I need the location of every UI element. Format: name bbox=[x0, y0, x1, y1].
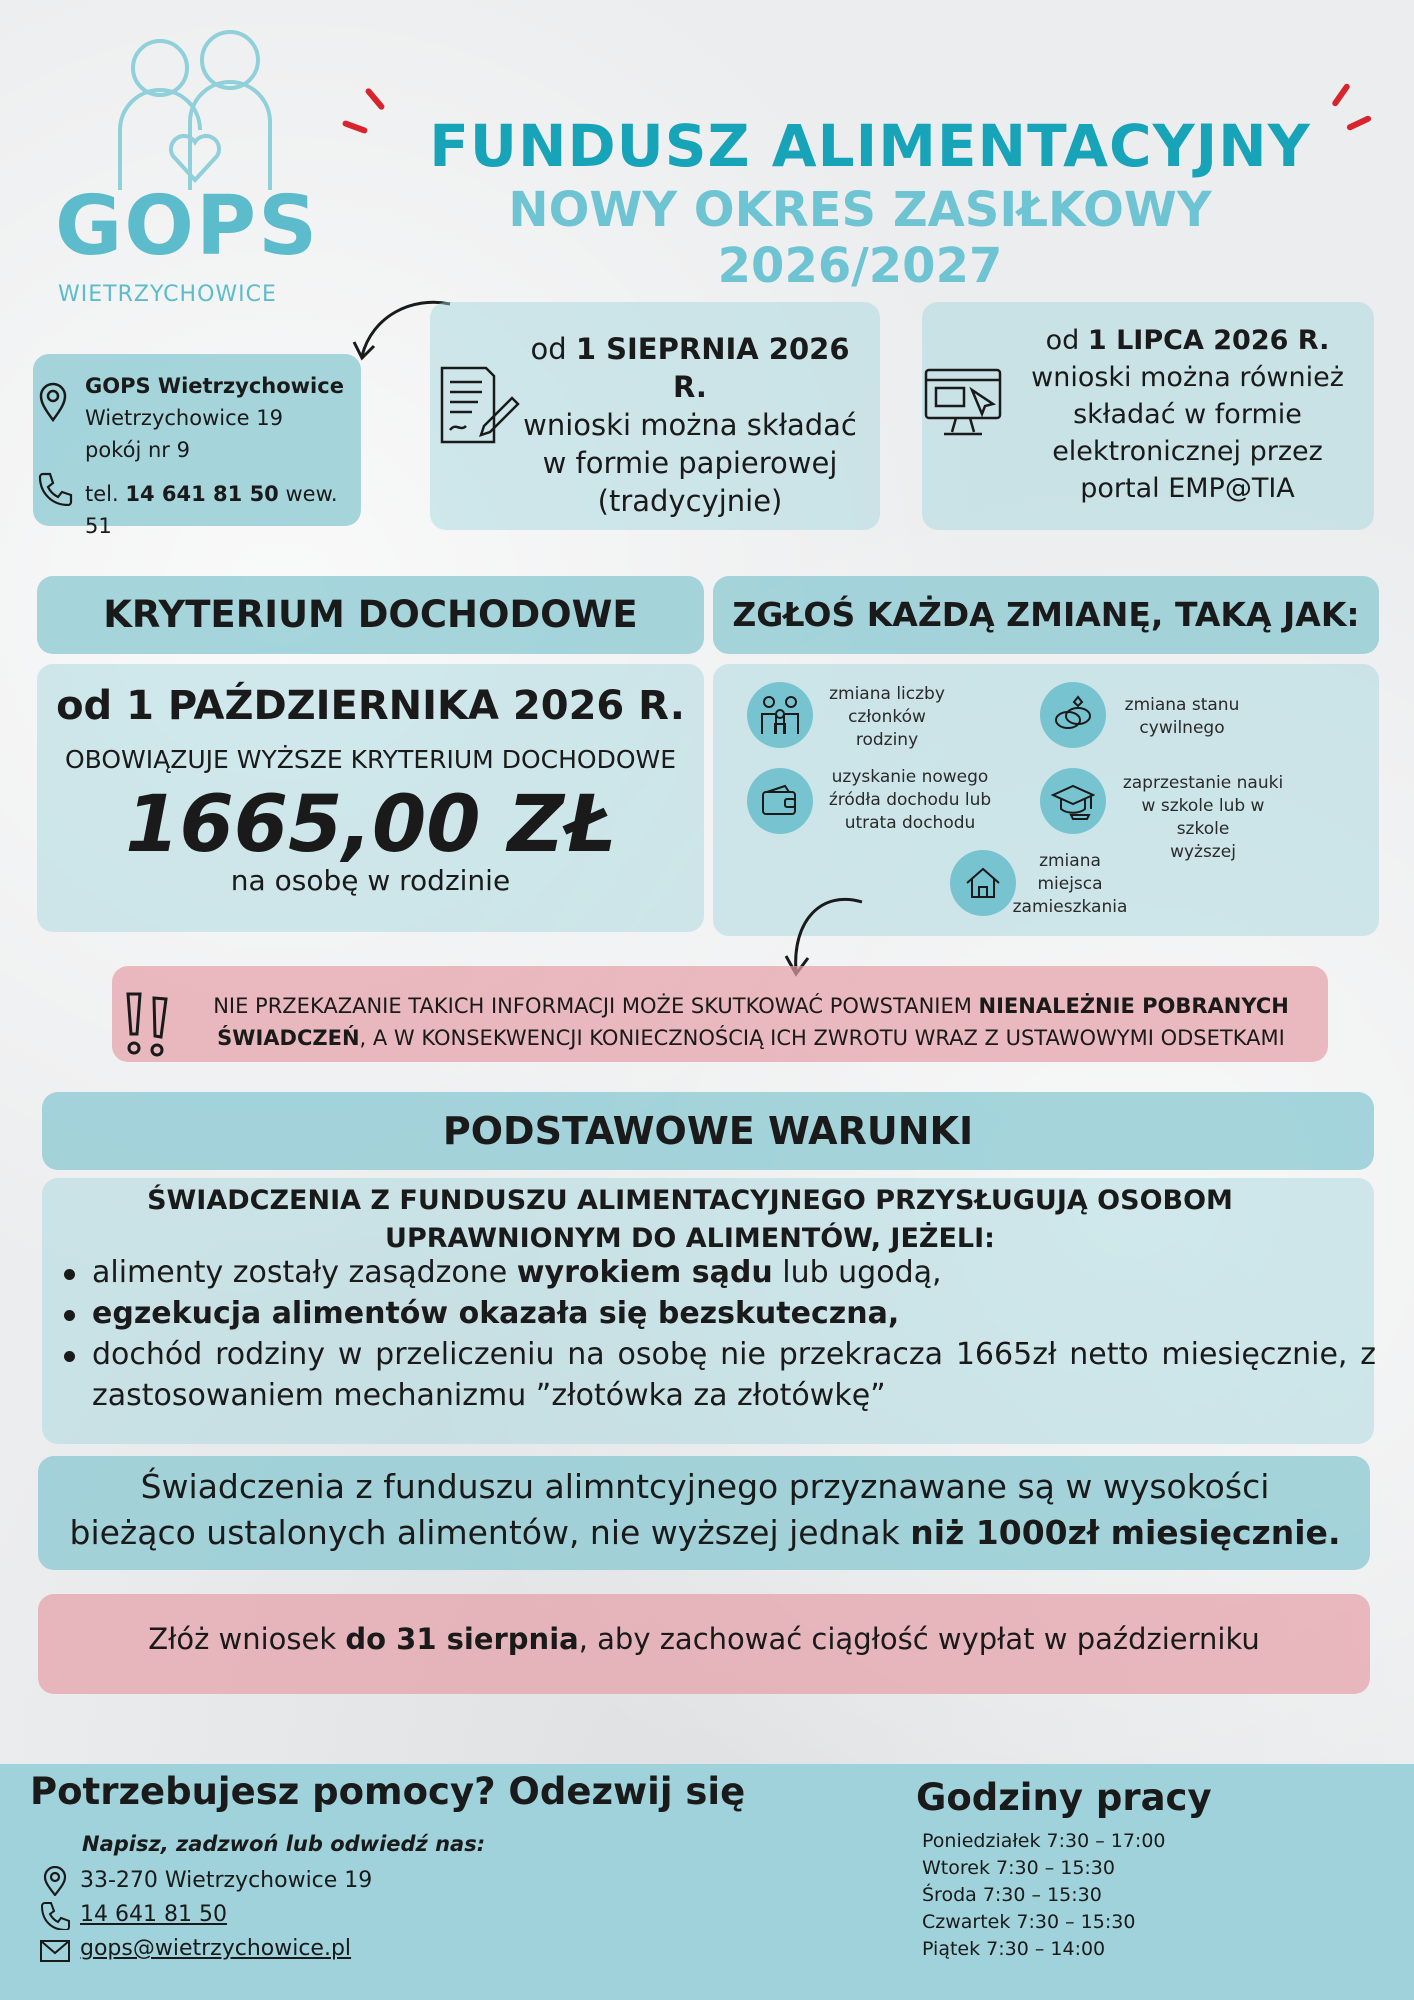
list-item-bold: egzekucja alimentów okazała się bezskuteczna, bbox=[92, 1296, 900, 1331]
contact-room: pokój nr 9 bbox=[85, 438, 190, 462]
graduation-cap-icon bbox=[1040, 768, 1106, 834]
hours-line: Poniedziałek 7:30 – 17:00 bbox=[922, 1830, 1166, 1852]
conditions-heading: PODSTAWOWE WARUNKI bbox=[42, 1092, 1374, 1170]
wallet-icon bbox=[747, 768, 813, 834]
footer-title: Potrzebujesz pomocy? Odezwij się bbox=[30, 1770, 746, 1813]
hours-title: Godziny pracy bbox=[916, 1776, 1212, 1819]
phone-prefix: tel. bbox=[85, 482, 119, 506]
online-line1: wnioski można również bbox=[1031, 362, 1344, 393]
change-label-line: zmiana stanu bbox=[1124, 695, 1240, 715]
amount-info-bold: niż 1000zł miesięcznie. bbox=[910, 1513, 1341, 1552]
paper-line1: wnioski można składać bbox=[523, 408, 857, 442]
list-item-bold: wyrokiem sądu bbox=[516, 1255, 773, 1290]
footer-subtitle: Napisz, zadzwoń lub odwiedź nas: bbox=[82, 1832, 486, 1856]
online-date-prefix: od bbox=[1045, 325, 1080, 356]
logo-subtitle: WIETRZYCHOWICE bbox=[58, 282, 277, 307]
online-line2: składać w formie bbox=[1073, 399, 1302, 430]
change-label-line: rodziny bbox=[855, 730, 919, 750]
location-pin-icon bbox=[38, 1866, 72, 1896]
kryterium-line: OBOWIĄZUJE WYŻSZE KRYTERIUM DOCHODOWE bbox=[64, 745, 677, 774]
list-item bbox=[58, 1293, 1376, 1334]
phone-suffix: wew. 51 bbox=[85, 482, 338, 538]
contact-phone-line bbox=[85, 478, 347, 542]
change-label-line: cywilnego bbox=[1139, 718, 1225, 738]
amount-info-text bbox=[60, 1464, 1350, 1556]
hours-line: Środa 7:30 – 15:30 bbox=[922, 1884, 1102, 1906]
house-icon bbox=[950, 850, 1016, 916]
change-label-line: zamieszkania bbox=[1012, 897, 1128, 917]
rings-icon bbox=[1040, 682, 1106, 748]
change-label-line: utrata dochodu bbox=[844, 813, 976, 833]
computer-monitor-icon bbox=[922, 364, 1004, 440]
footer-phone-link[interactable]: 14 641 81 50 bbox=[80, 1902, 227, 1927]
change-label-line: członków bbox=[848, 707, 926, 727]
paper-line2: w formie papierowej bbox=[542, 446, 838, 480]
change-label-line: źródła dochodu lub bbox=[828, 790, 992, 810]
list-item-text: lub ugodą, bbox=[772, 1255, 942, 1290]
deadline-text-part: , aby zachować ciągłość wypłat w październiku bbox=[578, 1622, 1260, 1656]
warning-text-bold: ŚWIADCZEŃ bbox=[217, 1026, 360, 1050]
family-icon bbox=[747, 682, 813, 748]
paper-application-text bbox=[510, 330, 870, 520]
phone-icon bbox=[37, 470, 75, 506]
phone-icon bbox=[38, 1900, 72, 1930]
change-label-income bbox=[820, 766, 1000, 835]
footer-email-link[interactable]: gops@wietrzychowice.pl bbox=[80, 1936, 352, 1961]
deadline-date: do 31 sierpnia bbox=[345, 1622, 579, 1656]
double-exclamation-icon bbox=[122, 988, 178, 1058]
kryterium-amount: 1665,00 ZŁ bbox=[125, 780, 616, 870]
change-label-line: uzyskanie nowego bbox=[831, 767, 989, 787]
conditions-intro-line: UPRAWNIONYM DO ALIMENTÓW, JEŻELI: bbox=[385, 1223, 995, 1254]
online-line4: portal EMP@TIA bbox=[1080, 473, 1295, 504]
contact-box bbox=[33, 354, 361, 538]
warning-text bbox=[186, 990, 1316, 1054]
hours-line: Wtorek 7:30 – 15:30 bbox=[922, 1857, 1115, 1879]
page-subtitle: NOWY OKRES ZASIŁKOWY 2026/2027 bbox=[508, 182, 1212, 294]
warning-text-part: NIE PRZEKAZANIE TAKICH INFORMACJI MOŻE SKUTKOWAĆ POWSTANIEM bbox=[213, 994, 979, 1018]
change-label-line: miejsca bbox=[1037, 874, 1103, 894]
amount-info-line: Świadczenia z funduszu alimntcyjnego przyznawane są w wysokości bbox=[140, 1467, 1270, 1506]
contact-address: Wietrzychowice 19 bbox=[85, 406, 283, 430]
contact-name: GOPS Wietrzychowice bbox=[85, 374, 344, 398]
location-pin-icon bbox=[38, 382, 68, 422]
online-line3: elektronicznej przez bbox=[1052, 436, 1323, 467]
warning-text-part: , A W KONSEKWENCJI KONIECZNOŚCIĄ ICH ZWROTU WRAZ Z USTAWOWYMI ODSETKAMI bbox=[359, 1026, 1285, 1050]
deadline-text-part: Złóż wniosek bbox=[148, 1622, 346, 1656]
online-date: 1 LIPCA 2026 R. bbox=[1087, 325, 1330, 356]
changes-heading: ZGŁOŚ KAŻDĄ ZMIANĘ, TAKĄ JAK: bbox=[713, 576, 1379, 654]
gops-logo-figures-icon bbox=[110, 30, 280, 200]
list-item bbox=[58, 1334, 1376, 1416]
change-label-civil-status bbox=[1112, 694, 1252, 740]
kryterium-date: od 1 PAŹDZIERNIKA 2026 R. bbox=[56, 683, 685, 729]
change-label-education bbox=[1118, 772, 1288, 864]
paper-line3: (tradycyjnie) bbox=[597, 484, 783, 518]
change-label-line: w szkole lub w szkole bbox=[1141, 796, 1265, 839]
change-label-line: wyższej bbox=[1170, 842, 1236, 862]
deadline-text bbox=[38, 1622, 1370, 1656]
paper-date: 1 SIEPRNIA 2026 R. bbox=[575, 332, 850, 404]
list-item bbox=[58, 1252, 1376, 1293]
change-label-line: zmiana liczby bbox=[829, 684, 945, 704]
footer-address: 33-270 Wietrzychowice 19 bbox=[80, 1868, 373, 1893]
paper-date-prefix: od bbox=[530, 332, 567, 366]
envelope-icon bbox=[38, 1936, 72, 1966]
document-signature-icon bbox=[438, 360, 520, 446]
conditions-intro bbox=[100, 1182, 1280, 1258]
spark-decoration bbox=[364, 87, 385, 111]
spark-decoration bbox=[1331, 83, 1351, 108]
kryterium-per-person: na osobę w rodzinie bbox=[230, 864, 511, 897]
change-label-family bbox=[812, 683, 962, 752]
online-application-text bbox=[1010, 322, 1365, 507]
hours-line: Czwartek 7:30 – 15:30 bbox=[922, 1911, 1136, 1933]
conditions-list bbox=[58, 1252, 1376, 1416]
warning-text-bold: NIENALEŻNIE POBRANYCH bbox=[978, 994, 1289, 1018]
conditions-intro-line: ŚWIADCZENIA Z FUNDUSZU ALIMENTACYJNEGO PRZYSŁUGUJĄ OSOBOM bbox=[147, 1185, 1233, 1216]
amount-info-line: bieżąco ustalonych alimentów, nie wyższej jednak bbox=[69, 1513, 911, 1552]
hours-line: Piątek 7:30 – 14:00 bbox=[922, 1938, 1106, 1960]
page-title: FUNDUSZ ALIMENTACYJNY bbox=[429, 112, 1311, 180]
contact-phone[interactable]: 14 641 81 50 bbox=[125, 482, 279, 506]
kryterium-heading: KRYTERIUM DOCHODOWE bbox=[37, 576, 704, 654]
change-label-residence bbox=[1008, 850, 1132, 919]
change-label-line: zaprzestanie nauki bbox=[1122, 773, 1284, 793]
logo-title: GOPS bbox=[55, 179, 320, 274]
change-label-line: zmiana bbox=[1039, 851, 1101, 871]
spark-decoration bbox=[342, 120, 368, 135]
list-item-text: dochód rodziny w przeliczeniu na osobę nie przekracza 1665zł netto miesięcznie, z zastosowaniem mechanizmu ”złotówka za złotówkę” bbox=[92, 1337, 1376, 1413]
list-item-text: alimenty zostały zasądzone bbox=[92, 1255, 517, 1290]
